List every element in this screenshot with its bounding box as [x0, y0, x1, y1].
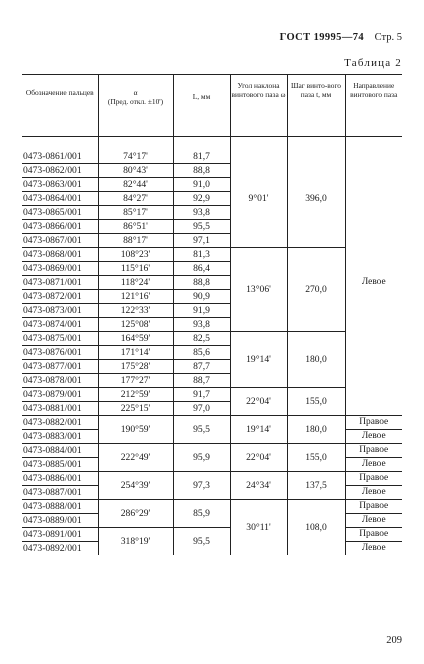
alpha-cell: 164°59' [98, 332, 173, 346]
col-length: L, мм [173, 75, 230, 137]
table-row [22, 500, 402, 514]
col-helix-pitch: Шаг винто-вого паза t, мм [287, 75, 345, 137]
designation-cell: 0473-0869/001 [22, 262, 98, 276]
length-cell: 91,0 [173, 178, 230, 192]
table-row [22, 472, 402, 486]
table-row [22, 150, 402, 164]
direction-cell: Левое [345, 430, 402, 444]
table-row [22, 444, 402, 458]
designation-cell: 0473-0861/001 [22, 150, 98, 164]
table-row [22, 416, 402, 430]
alpha-cell: 122°33' [98, 304, 173, 318]
length-cell: 97,1 [173, 234, 230, 248]
helix-pitch-cell: 155,0 [287, 444, 345, 472]
designation-cell: 0473-0877/001 [22, 360, 98, 374]
alpha-cell: 175°28' [98, 360, 173, 374]
designation-cell: 0473-0873/001 [22, 304, 98, 318]
length-cell: 93,8 [173, 206, 230, 220]
alpha-note: (Пред. откл. ±10') [107, 97, 164, 106]
helix-angle-cell: 24°34' [230, 472, 287, 500]
gost-number: ГОСТ 19995—74 [279, 32, 365, 43]
page-header [280, 32, 402, 43]
alpha-cell: 85°17' [98, 206, 173, 220]
designation-cell: 0473-0889/001 [22, 514, 98, 528]
helix-angle-cell: 22°04' [230, 444, 287, 472]
designation-cell: 0473-0876/001 [22, 346, 98, 360]
length-cell: 91,9 [173, 304, 230, 318]
direction-cell: Левое [345, 542, 402, 556]
alpha-cell: 82°44' [98, 178, 173, 192]
direction-cell: Правое [345, 416, 402, 430]
designation-cell: 0473-0872/001 [22, 290, 98, 304]
length-cell: 81,3 [173, 248, 230, 262]
alpha-cell: 88°17' [98, 234, 173, 248]
helix-angle-cell: 19°14' [230, 332, 287, 388]
designation-cell: 0473-0882/001 [22, 416, 98, 430]
direction-cell: Левое [345, 514, 402, 528]
direction-cell: Левое [345, 150, 402, 416]
table-row [22, 528, 402, 542]
alpha-cell: 225°15' [98, 402, 173, 416]
direction-cell: Правое [345, 500, 402, 514]
designation-cell: 0473-0863/001 [22, 178, 98, 192]
designation-cell: 0473-0885/001 [22, 458, 98, 472]
length-cell: 97,0 [173, 402, 230, 416]
col-designation: Обозначение пальцев [22, 75, 98, 137]
designation-cell: 0473-0879/001 [22, 388, 98, 402]
designation-cell: 0473-0875/001 [22, 332, 98, 346]
page-label: Стр. 5 [374, 32, 402, 43]
alpha-cell: 222°49' [98, 444, 173, 472]
alpha-cell: 125°08' [98, 318, 173, 332]
table-caption: Таблица 2 [344, 57, 402, 69]
helix-angle-cell: 9°01' [230, 150, 287, 248]
length-cell: 88,8 [173, 164, 230, 178]
designation-cell: 0473-0891/001 [22, 528, 98, 542]
alpha-cell: 84°27' [98, 192, 173, 206]
direction-cell: Правое [345, 472, 402, 486]
designation-cell: 0473-0864/001 [22, 192, 98, 206]
alpha-cell: 286°29' [98, 500, 173, 528]
length-cell: 91,7 [173, 388, 230, 402]
direction-cell: Левое [345, 458, 402, 472]
direction-cell: Правое [345, 444, 402, 458]
alpha-cell: 118°24' [98, 276, 173, 290]
designation-cell: 0473-0886/001 [22, 472, 98, 486]
length-cell: 95,5 [173, 220, 230, 234]
length-cell: 95,9 [173, 444, 230, 472]
helix-pitch-cell: 270,0 [287, 248, 345, 332]
alpha-cell: 212°59' [98, 388, 173, 402]
alpha-cell: 318°19' [98, 528, 173, 556]
designation-cell: 0473-0866/001 [22, 220, 98, 234]
fingers-table [22, 74, 402, 555]
designation-cell: 0473-0888/001 [22, 500, 98, 514]
designation-cell: 0473-0883/001 [22, 430, 98, 444]
designation-cell: 0473-0881/001 [22, 402, 98, 416]
col-alpha [98, 75, 173, 137]
helix-angle-cell: 19°14' [230, 416, 287, 444]
length-cell: 90,9 [173, 290, 230, 304]
direction-cell: Левое [345, 486, 402, 500]
length-cell: 88,7 [173, 374, 230, 388]
helix-pitch-cell: 108,0 [287, 500, 345, 556]
designation-cell: 0473-0868/001 [22, 248, 98, 262]
designation-cell: 0473-0865/001 [22, 206, 98, 220]
length-cell: 97,3 [173, 472, 230, 500]
alpha-cell: 190°59' [98, 416, 173, 444]
designation-cell: 0473-0874/001 [22, 318, 98, 332]
length-cell: 93,8 [173, 318, 230, 332]
length-cell: 87,7 [173, 360, 230, 374]
designation-cell: 0473-0884/001 [22, 444, 98, 458]
page-number: 209 [386, 635, 402, 646]
col-helix-angle: Угол наклона винтового паза ω [230, 75, 287, 137]
designation-cell: 0473-0887/001 [22, 486, 98, 500]
length-cell: 86,4 [173, 262, 230, 276]
alpha-cell: 177°27' [98, 374, 173, 388]
length-cell: 95,5 [173, 416, 230, 444]
alpha-cell: 74°17' [98, 150, 173, 164]
alpha-cell: 171°14' [98, 346, 173, 360]
helix-pitch-cell: 180,0 [287, 332, 345, 388]
table-header [22, 75, 402, 137]
alpha-cell: 121°16' [98, 290, 173, 304]
designation-cell: 0473-0871/001 [22, 276, 98, 290]
length-cell: 85,9 [173, 500, 230, 528]
length-cell: 95,5 [173, 528, 230, 556]
length-cell: 85,6 [173, 346, 230, 360]
col-helix-direction: Направление винтового паза [345, 75, 402, 137]
helix-pitch-cell: 180,0 [287, 416, 345, 444]
alpha-cell: 115°16' [98, 262, 173, 276]
designation-cell: 0473-0862/001 [22, 164, 98, 178]
length-cell: 88,8 [173, 276, 230, 290]
direction-cell: Правое [345, 528, 402, 542]
alpha-cell: 254°39' [98, 472, 173, 500]
helix-pitch-cell: 155,0 [287, 388, 345, 416]
length-cell: 92,9 [173, 192, 230, 206]
designation-cell: 0473-0867/001 [22, 234, 98, 248]
length-cell: 82,5 [173, 332, 230, 346]
helix-pitch-cell: 396,0 [287, 150, 345, 248]
alpha-cell: 108°23' [98, 248, 173, 262]
alpha-cell: 80°43' [98, 164, 173, 178]
designation-cell: 0473-0878/001 [22, 374, 98, 388]
helix-angle-cell: 30°11' [230, 500, 287, 556]
helix-angle-cell: 22°04' [230, 388, 287, 416]
length-cell: 81,7 [173, 150, 230, 164]
alpha-cell: 86°51' [98, 220, 173, 234]
designation-cell: 0473-0892/001 [23, 543, 82, 554]
helix-angle-cell: 13°06' [230, 248, 287, 332]
helix-pitch-cell: 137,5 [287, 472, 345, 500]
alpha-symbol: α [133, 88, 138, 97]
